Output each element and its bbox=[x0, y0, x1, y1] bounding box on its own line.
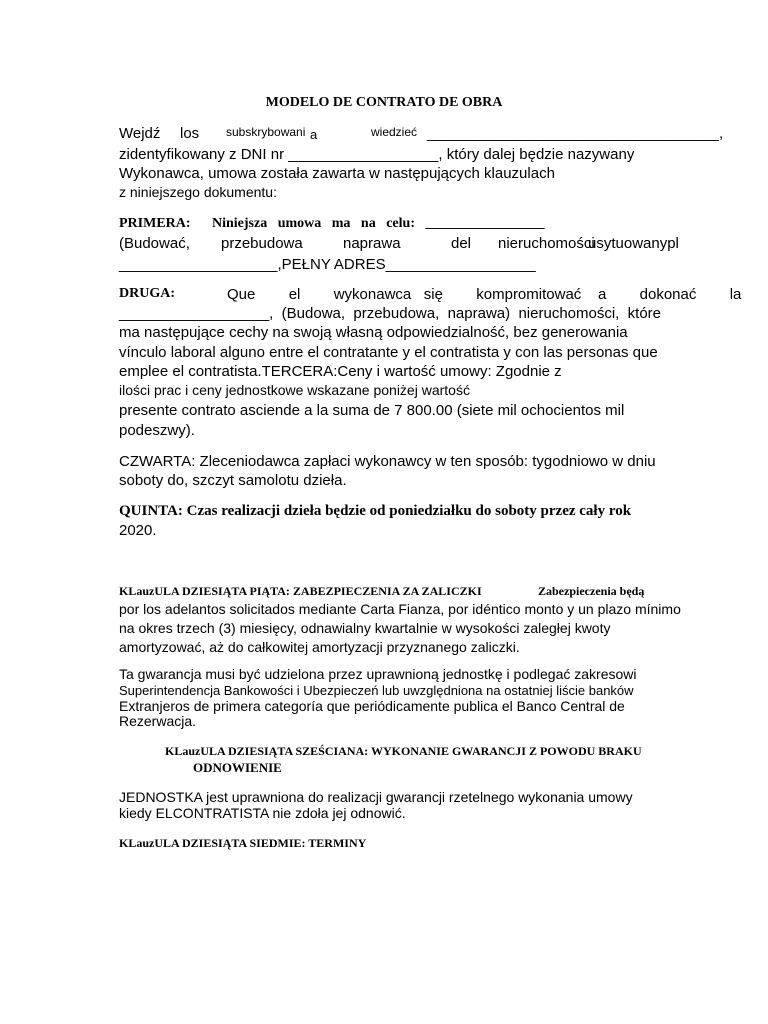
clause-15-line-2: por los adelantos solicitados mediante Carta Fianza, por idéntico monto y un plazo mínimo bbox=[119, 601, 681, 617]
druga-line-7: presente contrato asciende a la suma de 7 800.00 (siete mil ochocientos mil bbox=[119, 402, 625, 419]
czwarta-line-2: soboty do, szczyt samolotu dzieła. bbox=[119, 472, 347, 489]
clause-15-p2-line-2: Superintendencja Bankowości i Ubezpieczeń lub uwzględniona na ostatniej liście banków bbox=[119, 683, 634, 698]
druga-line-3: ma następujące cechy na swoją własną odpowiedzialność, bez generowania bbox=[119, 324, 628, 341]
primera-heading: PRIMERA: bbox=[119, 216, 191, 231]
druga-line-4: vínculo laboral alguno entre el contratante y el contratista y con las personas que bbox=[119, 344, 658, 361]
druga-line-1: Que el wykonawca się kompromitować a dokonać la bbox=[227, 286, 742, 303]
intro-line-2: zidentyfikowany z DNI nr __________________, który dalej będzie nazywany bbox=[119, 146, 635, 163]
druga-line-8: podeszwy). bbox=[119, 422, 195, 439]
clause-15-p2-line-4: Rezerwacja. bbox=[119, 713, 197, 729]
intro-word-1: Wejdź bbox=[119, 125, 161, 142]
quinta-line-2: 2020. bbox=[119, 522, 157, 539]
intro-line-3: Wykonawca, umowa została zawarta w następujących klauzulach bbox=[119, 165, 555, 182]
druga-line-2: __________________, (Budowa, przebudowa, naprawa) nieruchomości, które bbox=[119, 305, 662, 322]
primera-word-6: usytuowanypl bbox=[588, 235, 679, 252]
clause-15-p2-line-3: Extranjeros de primera categoría que periódicamente publica el Banco Central de bbox=[119, 698, 625, 714]
primera-word-3: naprawa bbox=[343, 235, 401, 252]
clause-15-heading: KLauzULA DZIESIĄTA PIĄTA: ZABEZPIECZENIA ZA ZALICZKI bbox=[119, 584, 482, 598]
primera-word-4: del bbox=[451, 235, 472, 252]
intro-word-3: subskrybowani bbox=[226, 125, 306, 139]
intro-word-2: los bbox=[180, 125, 200, 142]
clause-15-p2-line-1: Ta gwarancja musi być udzielona przez uprawnioną jednostkę i podlegać zakresowi bbox=[119, 666, 637, 682]
clause-15-line-4: amortyzować, aż do całkowitej amortyzacji przyznanego zaliczki. bbox=[119, 639, 520, 655]
clause-16-heading: KLauzULA DZIESIĄTA SZEŚCIANA: WYKONANIE GWARANCJI Z POWODU BRAKU bbox=[165, 744, 642, 758]
czwarta-line-1: CZWARTA: Zleceniodawca zapłaci wykonawcy w ten sposób: tygodniowo w dniu bbox=[119, 453, 656, 470]
primera-address-line: ___________________,PEŁNY ADRES__________________ bbox=[119, 256, 536, 273]
clause-16-heading-line-2: ODNOWIENIE bbox=[193, 760, 282, 775]
druga-line-6: ilości prac i ceny jednostkowe wskazane poniżej wartość bbox=[119, 382, 470, 398]
quinta-heading: QUINTA: Czas realizacji dzieła będzie od poniedziałku do soboty przez cały rok bbox=[119, 503, 632, 519]
druga-line-5: emplee el contratista.TERCERA:Ceny i wartość umowy: Zgodnie z bbox=[119, 363, 562, 380]
clause-16-line-1: JEDNOSTKA jest uprawniona do realizacji gwarancji rzetelnego wykonania umowy bbox=[119, 789, 633, 805]
intro-word-4: a bbox=[310, 127, 318, 142]
intro-word-5: wiedzieć bbox=[371, 125, 418, 139]
primera-word-1: (Budować, bbox=[119, 235, 190, 252]
primera-word-5: nieruchomości bbox=[498, 235, 595, 252]
clause-15-heading-tail: Zabezpieczenia będą bbox=[538, 584, 645, 598]
clause-15-line-3: na okres trzech (3) miesięcy, odnawialny kwartalnie w wysokości zaległej kwoty bbox=[119, 620, 611, 636]
clause-16-line-2: kiedy ELCONTRATISTA nie zdoła jej odnowić. bbox=[119, 805, 406, 821]
druga-heading: DRUGA: bbox=[119, 286, 175, 301]
primera-word-2: przebudowa bbox=[221, 235, 303, 252]
document-title: MODELO DE CONTRATO DE OBRA bbox=[265, 95, 503, 110]
intro-blank-line: ___________________________________, bbox=[427, 125, 724, 142]
clause-17-heading: KLauzULA DZIESIĄTA SIEDMIE: TERMINY bbox=[119, 836, 367, 850]
primera-line-1: Niniejsza umowa ma na celu: _________________ bbox=[212, 216, 545, 231]
intro-line-4: z niniejszego dokumentu: bbox=[119, 184, 277, 200]
